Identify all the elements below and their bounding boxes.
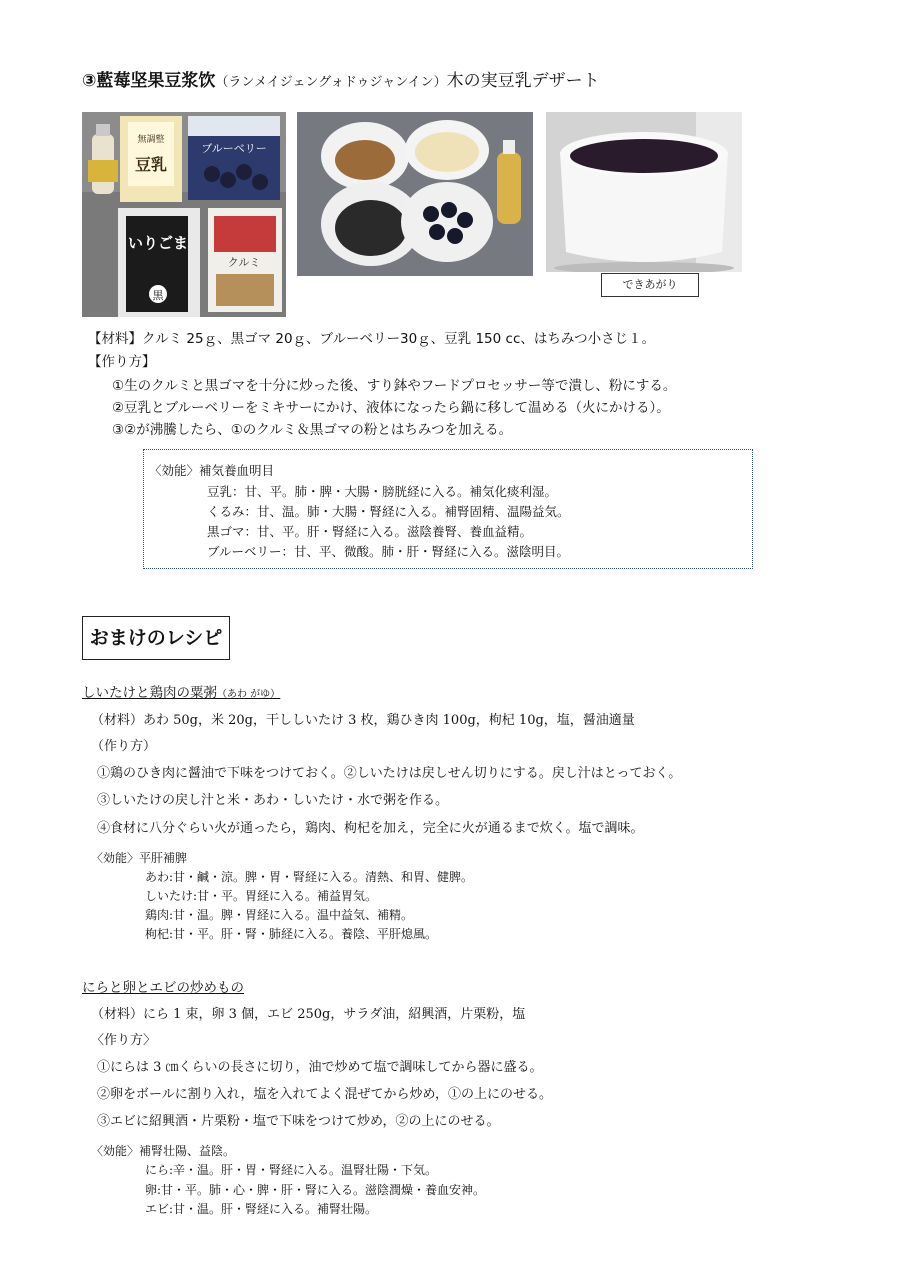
recipe1-step-2: ②豆乳とブルーベリーをミキサーにかけ、液体になったら鍋に移して温める（火にかける）。 <box>112 400 670 416</box>
recipe1-effect-item: 黒ゴマ：甘、平。肝・腎経に入る。滋陰養腎、養血益精。 <box>207 524 533 539</box>
recipe3-effect-item: にら:辛・温。肝・胃・腎経に入る。温腎壮陽・下気。 <box>145 1163 438 1177</box>
recipe3-effect-heading: 〈効能〉補腎壮陽、益陰。 <box>91 1144 236 1158</box>
recipe1-method-heading: 【作り方】 <box>88 354 156 370</box>
recipe3-step-1: ①にらは 3 ㎝くらいの長さに切り，油で炒めて塩で調味してから器に盛る。 <box>97 1060 543 1075</box>
recipe1-effect-box <box>143 449 753 569</box>
recipe2-title-reading: （あわ がゆ） <box>217 689 281 700</box>
recipe-title <box>82 66 600 91</box>
pkg-label-walnut: クルミ <box>227 256 261 269</box>
recipe2-step-1: ①鶏のひき肉に醤油で下味をつけておく。②しいたけは戻しせん切りにする。戻し汁はとっておく。 <box>97 766 682 781</box>
photo-prepared-ingredients <box>297 112 533 276</box>
recipe2-title-text: しいたけと鶏肉の粟粥 <box>82 685 217 701</box>
recipe3-effect-item: 卵:甘・平。肺・心・脾・肝・腎に入る。滋陰潤燥・養血安神。 <box>145 1183 486 1197</box>
recipe2-title <box>82 681 280 701</box>
recipe2-step-3: ④食材に八分ぐらい火が通ったら，鶏肉、枸杞を加え，完全に火が通るまで炊く。塩で調味。 <box>97 821 644 836</box>
recipe2-effect-heading: 〈効能〉平肝補脾 <box>91 851 188 865</box>
recipe1-ingredients: 【材料】クルミ 25ｇ、黒ゴマ 20ｇ、ブルーベリー30ｇ、豆乳 150 cc、はちみつ小さじ１。 <box>88 331 656 347</box>
recipe1-step-3: ③②が沸騰したら、①のクルミ＆黒ゴマの粉とはちみつを加える。 <box>112 422 513 438</box>
photo-caption: できあがり <box>601 273 699 297</box>
recipe1-effect-item: 豆乳：甘、平。肺・脾・大腸・膀胱経に入る。補気化痰利湿。 <box>207 484 558 499</box>
recipe3-step-2: ②卵をボールに割り入れ，塩を入れてよく混ぜてから炒め，①の上にのせる。 <box>97 1087 553 1102</box>
recipe3-title: にらと卵とエビの炒めもの <box>82 980 244 996</box>
recipe3-effect-item: エビ:甘・温。肝・腎経に入る。補腎壮陽。 <box>145 1202 378 1216</box>
pkg-label-blueberry: ブルーベリー <box>201 142 267 155</box>
photo-finished-dessert <box>546 112 742 272</box>
recipe2-effect-item: あわ:甘・鹹・涼。脾・胃・腎経に入る。清熱、和胃、健脾。 <box>145 870 474 884</box>
recipe2-effect-item: 枸杞:甘・平。肝・腎・肺経に入る。養陰、平肝熄風。 <box>145 927 438 941</box>
pkg-label-soymilk: 豆乳 <box>134 155 168 174</box>
recipe-title-reading: （ランメイジェングォドゥジャンイン） <box>215 75 447 90</box>
recipe3-step-3: ③エビに紹興酒・片栗粉・塩で下味をつけて炒め，②の上にのせる。 <box>97 1114 500 1129</box>
photo-ingredient-packages <box>82 112 286 317</box>
recipe2-method-heading: （作り方） <box>91 739 157 754</box>
pkg-label-unadjusted: 無調整 <box>137 135 165 145</box>
recipe2-ingredients: （材料）あわ 50g，米 20g，干ししいたけ 3 枚，鶏ひき肉 100g，枸杞 10g，塩，醤油適量 <box>91 713 635 728</box>
recipe1-effect-item: くるみ：甘、温。肺・大腸・腎経に入る。補腎固精、温陽益気。 <box>207 504 570 519</box>
recipe1-step-1: ①生のクルミと黒ゴマを十分に炒った後、すり鉢やフードプロセッサー等で潰し、粉にする。 <box>112 378 677 394</box>
recipe-title-main: ③藍莓坚果豆浆饮 <box>82 71 216 91</box>
recipe2-step-2: ③しいたけの戻し汁と米・あわ・しいたけ・水で粥を作る。 <box>97 793 449 808</box>
recipe1-effect-heading: 〈効能〉補気養血明目 <box>149 463 275 478</box>
recipe-title-sub: 木の実豆乳デザート <box>446 71 600 91</box>
omake-heading: おまけのレシピ <box>82 616 230 660</box>
recipe2-effect-item: しいたけ:甘・平。胃経に入る。補益胃気。 <box>145 889 378 903</box>
pkg-label-sesame: いりごま <box>127 234 189 252</box>
recipe3-ingredients: （材料）にら 1 束，卵 3 個，エビ 250g，サラダ油，紹興酒，片栗粉，塩 <box>91 1007 526 1022</box>
recipe1-effect-item: ブルーベリー：甘、平、微酸。肺・肝・腎経に入る。滋陰明目。 <box>207 544 570 559</box>
pkg-label-black: 黒 <box>152 289 164 302</box>
recipe2-effect-item: 鶏肉:甘・温。脾・胃経に入る。温中益気、補精。 <box>145 908 414 922</box>
recipe3-method-heading: 〈作り方〉 <box>91 1033 157 1048</box>
